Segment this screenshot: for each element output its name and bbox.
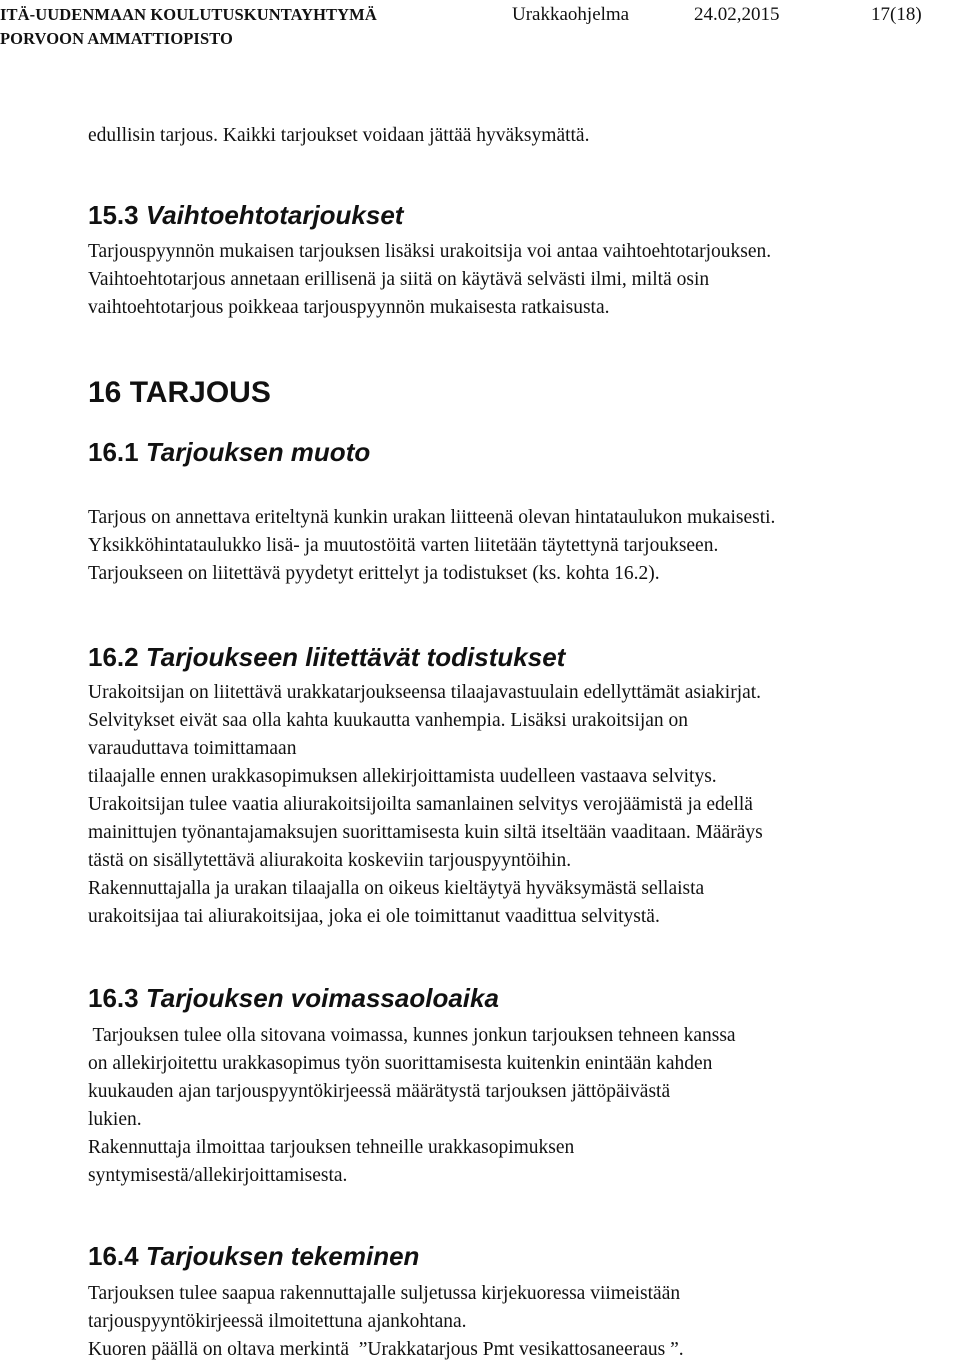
paragraph-line: vaihtoehtotarjous poikkeaa tarjouspyynnön mukaisesta ratkaisusta. xyxy=(88,297,610,318)
paragraph-line: Selvitykset eivät saa olla kahta kuukautta vanhempia. Lisäksi urakoitsijan on xyxy=(88,710,689,731)
paragraph-line: Urakoitsijan on liitettävä urakkatarjoukseensa tilaajavastuulain edellyttämät asiakirjat. xyxy=(88,682,762,703)
section-16-1-paragraph xyxy=(88,504,775,588)
section-number: 16.1 xyxy=(88,437,139,467)
section-title: Tarjouksen voimassaoloaika xyxy=(145,983,499,1013)
paragraph-line: urakoitsijaa tai aliurakoitsijaa, joka ei ole toimittanut vaadittua selvitystä. xyxy=(88,906,660,927)
paragraph-line: on allekirjoitettu urakkasopimus työn suorittamisesta kuitenkin enintään kahden xyxy=(88,1053,713,1074)
section-title: Tarjoukseen liitettävät todistukset xyxy=(145,642,566,672)
paragraph-line: kuukauden ajan tarjouspyyntökirjeessä määrätystä tarjouksen jättöpäivästä xyxy=(88,1081,671,1102)
section-16-heading: 16 TARJOUS xyxy=(88,376,271,409)
section-16-3-paragraph xyxy=(88,1022,736,1190)
paragraph-line: Tarjous on annettava eriteltynä kunkin urakan liitteenä olevan hintataulukon mukaisesti. xyxy=(88,507,776,528)
paragraph-line: Kuoren päällä on oltava merkintä ”Urakkatarjous Pmt vesikattosaneeraus ”. xyxy=(88,1339,684,1360)
section-number: 15.3 xyxy=(88,200,139,230)
section-16-1-heading xyxy=(88,437,370,467)
paragraph-line: lukien. xyxy=(88,1109,142,1130)
section-16-3-heading xyxy=(88,983,499,1013)
paragraph-line: tarjouspyyntökirjeessä ilmoitettuna ajankohtana. xyxy=(88,1311,467,1332)
section-title: Tarjouksen muoto xyxy=(145,437,371,467)
paragraph-line: Rakennuttajalla ja urakan tilaajalla on oikeus kieltäytyä hyväksymästä sellaista xyxy=(88,878,705,899)
paragraph-line: Tarjouspyynnön mukaisen tarjouksen lisäksi urakoitsija voi antaa vaihtoehtotarjouksen. xyxy=(88,241,772,262)
paragraph-line: Tarjoukseen on liitettävä pyydetyt erittelyt ja todistukset (ks. kohta 16.2). xyxy=(88,563,660,584)
section-15-3-paragraph xyxy=(88,238,771,322)
organization-unit: PORVOON AMMATTIOPISTO xyxy=(0,29,233,48)
section-title: Tarjouksen tekeminen xyxy=(145,1241,420,1271)
section-title: Vaihtoehtotarjoukset xyxy=(145,200,404,230)
section-number: 16.3 xyxy=(88,983,139,1013)
section-number: 16.4 xyxy=(88,1241,139,1271)
document-date: 24.02,2015 xyxy=(694,4,780,25)
paragraph-line: Tarjouksen tulee saapua rakennuttajalle suljetussa kirjekuoressa viimeistään xyxy=(88,1283,681,1304)
section-16-4-heading xyxy=(88,1241,419,1271)
paragraph-line: Tarjouksen tulee olla sitovana voimassa, kunnes jonkun tarjouksen tehneen kanssa xyxy=(88,1025,736,1046)
paragraph-line: mainittujen työnantajamaksujen suorittamisesta kuin siltä itseltään vaaditaan. Määräys xyxy=(88,822,763,843)
section-16-2-heading xyxy=(88,642,565,672)
section-16-4-paragraph xyxy=(88,1280,684,1364)
paragraph-line: varauduttava toimittamaan xyxy=(88,738,297,759)
section-number: 16.2 xyxy=(88,642,139,672)
intro-paragraph xyxy=(88,122,589,150)
paragraph-line: Yksikköhintataulukko lisä- ja muutostöitä varten liitetään täytettynä tarjoukseen. xyxy=(88,535,719,556)
section-15-3-heading xyxy=(88,200,403,230)
paragraph-line: syntymisestä/allekirjoittamisesta. xyxy=(88,1165,348,1186)
organization-name: ITÄ-UUDENMAAN KOULUTUSKUNTAYHTYMÄ xyxy=(0,5,377,24)
paragraph-line: Rakennuttaja ilmoittaa tarjouksen tehneille urakkasopimuksen xyxy=(88,1137,575,1158)
page-number: 17(18) xyxy=(871,4,922,25)
paragraph-line: edullisin tarjous. Kaikki tarjoukset voidaan jättää hyväksymättä. xyxy=(88,125,590,146)
section-16-2-paragraph xyxy=(88,679,763,931)
document-type: Urakkaohjelma xyxy=(512,4,630,25)
paragraph-line: Vaihtoehtotarjous annetaan erillisenä ja siitä on käytävä selvästi ilmi, miltä osin xyxy=(88,269,710,290)
paragraph-line: tästä on sisällytettävä aliurakoita koskeviin tarjouspyyntöihin. xyxy=(88,850,572,871)
paragraph-line: tilaajalle ennen urakkasopimuksen allekirjoittamista uudelleen vastaava selvitys. xyxy=(88,766,717,787)
paragraph-line: Urakoitsijan tulee vaatia aliurakoitsijoilta samanlainen selvitys verojäämistä ja edellä xyxy=(88,794,753,815)
